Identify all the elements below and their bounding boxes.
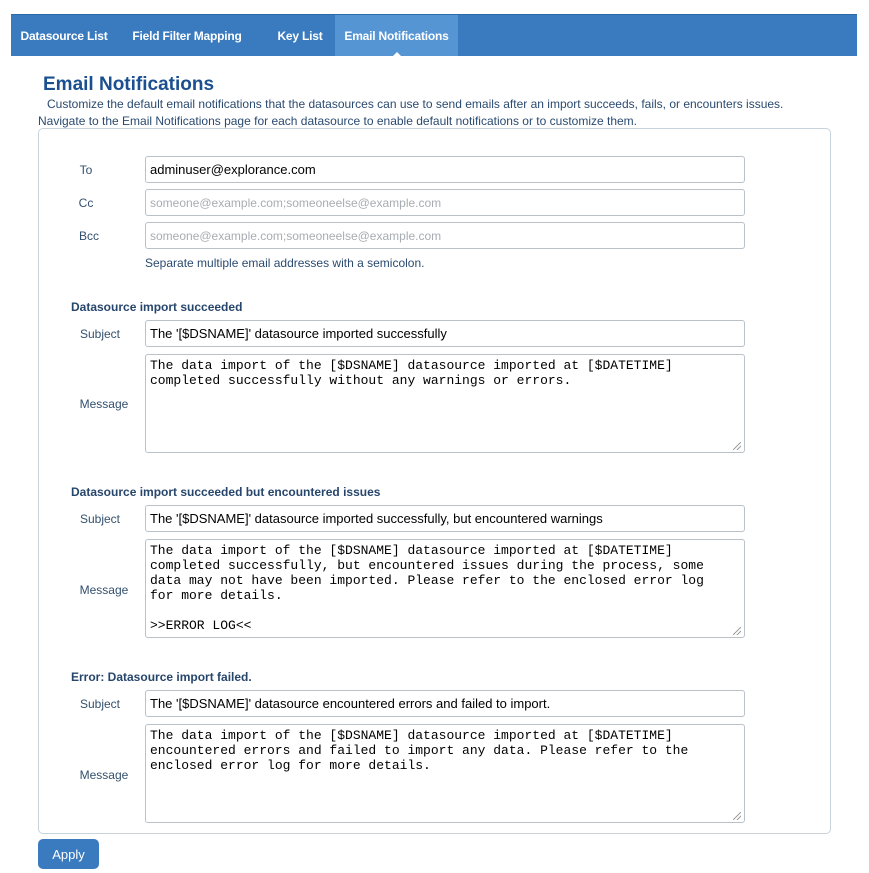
cc-label: Cc	[78, 196, 94, 210]
cc-field[interactable]	[145, 189, 745, 216]
to-label: To	[79, 163, 93, 177]
tab-email-notifications[interactable]: Email Notifications	[335, 15, 458, 56]
subject-field-success[interactable]	[145, 320, 745, 347]
resize-grip-icon[interactable]	[733, 627, 741, 635]
email-separator-hint: Separate multiple email addresses with a semicolon.	[145, 256, 425, 270]
message-label-warnings: Message	[79, 583, 129, 597]
subject-label-failed: Subject	[79, 697, 121, 711]
subject-field-warnings[interactable]	[145, 505, 745, 532]
subject-label-success: Subject	[79, 327, 121, 341]
tab-key-list[interactable]: Key List	[277, 29, 323, 43]
intro-line-2: Navigate to the Email Notifications page for each datasource to enable default notifications or to customize them.	[38, 114, 638, 128]
tab-field-filter-mapping[interactable]: Field Filter Mapping	[132, 29, 242, 43]
section-title-success: Datasource import succeeded	[71, 300, 243, 314]
message-field-failed[interactable]	[145, 724, 745, 823]
section-title-warnings: Datasource import succeeded but encountered issues	[71, 485, 381, 499]
message-field-warnings[interactable]	[145, 539, 745, 638]
page-title: Email Notifications	[43, 74, 215, 95]
section-title-failed: Error: Datasource import failed.	[71, 670, 252, 684]
to-field[interactable]	[145, 156, 745, 183]
apply-button[interactable]: Apply	[38, 839, 99, 869]
message-field-success[interactable]	[145, 354, 745, 453]
message-label-failed: Message	[79, 768, 129, 782]
resize-grip-icon[interactable]	[733, 442, 741, 450]
message-label-success: Message	[79, 397, 129, 411]
subject-label-warnings: Subject	[79, 512, 121, 526]
bcc-label: Bcc	[78, 229, 99, 243]
bcc-field[interactable]	[145, 222, 745, 249]
top-nav-bar	[11, 14, 857, 56]
intro-line-1: Customize the default email notifications that the datasources can use to send emails after an import succeeds, fails, or encounters issues.	[47, 97, 784, 111]
subject-field-failed[interactable]	[145, 690, 745, 717]
tab-datasource-list[interactable]: Datasource List	[20, 29, 108, 43]
resize-grip-icon[interactable]	[733, 812, 741, 820]
